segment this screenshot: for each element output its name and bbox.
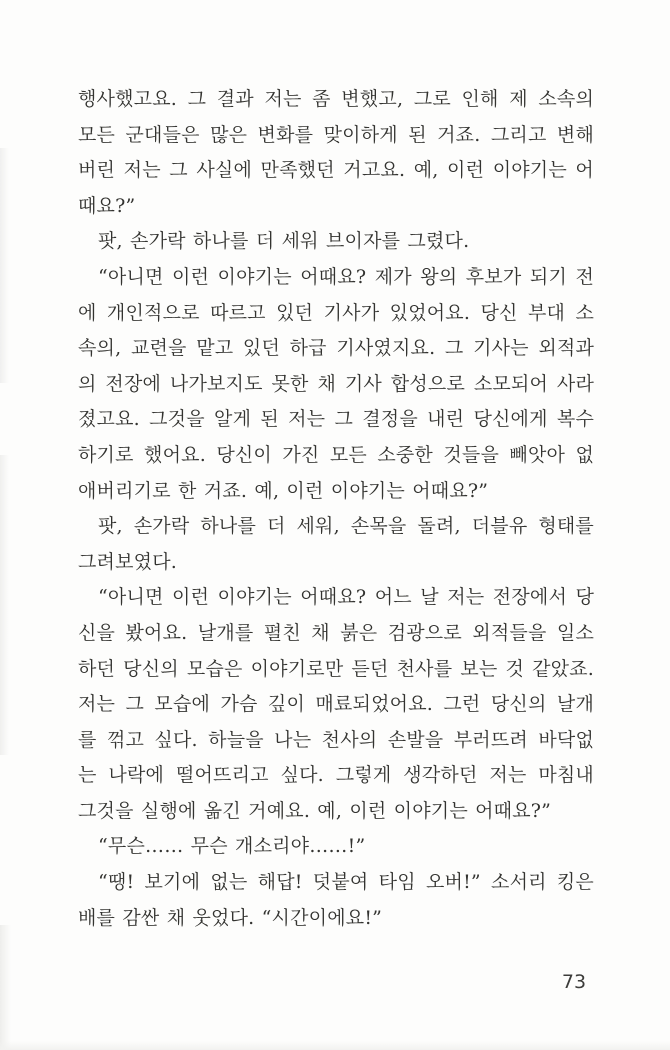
text-line: “아니면 이런 이야기는 어때요? 제가 왕의 후보가 되기 전 (98, 265, 594, 288)
text-line: 그려보였다. (78, 550, 178, 573)
text-line: “아니면 이런 이야기는 어때요? 어느 날 저는 전장에서 당 (98, 586, 594, 609)
text-line: 신을 봤어요. 날개를 펼친 채 붉은 검광으로 외적들을 일소 (78, 621, 594, 644)
text-line: 하기로 했어요. 당신이 가진 모든 소중한 것들을 빼앗아 없 (78, 443, 594, 466)
text-line: 하던 당신의 모습은 이야기로만 듣던 천사를 보는 것 같았죠. (78, 657, 594, 680)
text-line: 를 꺾고 싶다. 하늘을 나는 천사의 손발을 부러뜨려 바닥없 (78, 728, 594, 751)
text-line: 배를 감싼 채 웃었다. “시간이에요!” (78, 906, 383, 929)
text-line: 는 나락에 떨어뜨리고 싶다. 그렇게 생각하던 저는 마침내 (78, 764, 594, 787)
scan-gutter-shade (0, 148, 9, 383)
text-line: 행사했고요. 그 결과 저는 좀 변했고, 그로 인해 제 소속의 (78, 88, 594, 110)
text-line: “땡! 보기에 없는 해답! 덧붙여 타임 오버!” 소서리 킹은 (98, 871, 594, 894)
text-line: 저는 그 모습에 가슴 깊이 매료되었어요. 그런 당신의 날개 (78, 693, 594, 716)
scan-edge-shade (0, 1041, 670, 1050)
scan-gutter-shade (0, 455, 9, 755)
text-line: “무슨…… 무슨 개소리야……!” (98, 835, 366, 858)
page-number: 73 (561, 971, 587, 993)
page-text (78, 82, 594, 936)
text-line: 버린 저는 그 사실에 만족했던 거고요. 예, 이런 이야기는 어 (78, 159, 594, 182)
text-line: 에 개인적으로 따르고 있던 기사가 있었어요. 당신 부대 소 (78, 301, 594, 324)
text-line: 모든 군대들은 많은 변화를 맞이하게 된 거죠. 그리고 변해 (78, 123, 594, 146)
text-line: 그것을 실행에 옮긴 거예요. 예, 이런 이야기는 어때요?” (78, 799, 552, 822)
text-line: 속의, 교련을 맡고 있던 하급 기사였지요. 그 기사는 외적과 (78, 337, 594, 360)
text-line: 때요?” (78, 194, 136, 217)
text-line: 팟, 손가락 하나를 더 세워 브이자를 그렸다. (98, 230, 470, 253)
text-line: 의 전장에 나가보지도 못한 채 기사 합성으로 소모되어 사라 (78, 372, 594, 395)
text-line: 팟, 손가락 하나를 더 세워, 손목을 돌려, 더블유 형태를 (98, 515, 594, 538)
text-line: 애버리기로 한 거죠. 예, 이런 이야기는 어때요?” (78, 479, 489, 502)
scan-gutter-shade (0, 925, 11, 1050)
text-line: 졌고요. 그것을 알게 된 저는 그 결정을 내린 당신에게 복수 (78, 408, 594, 431)
